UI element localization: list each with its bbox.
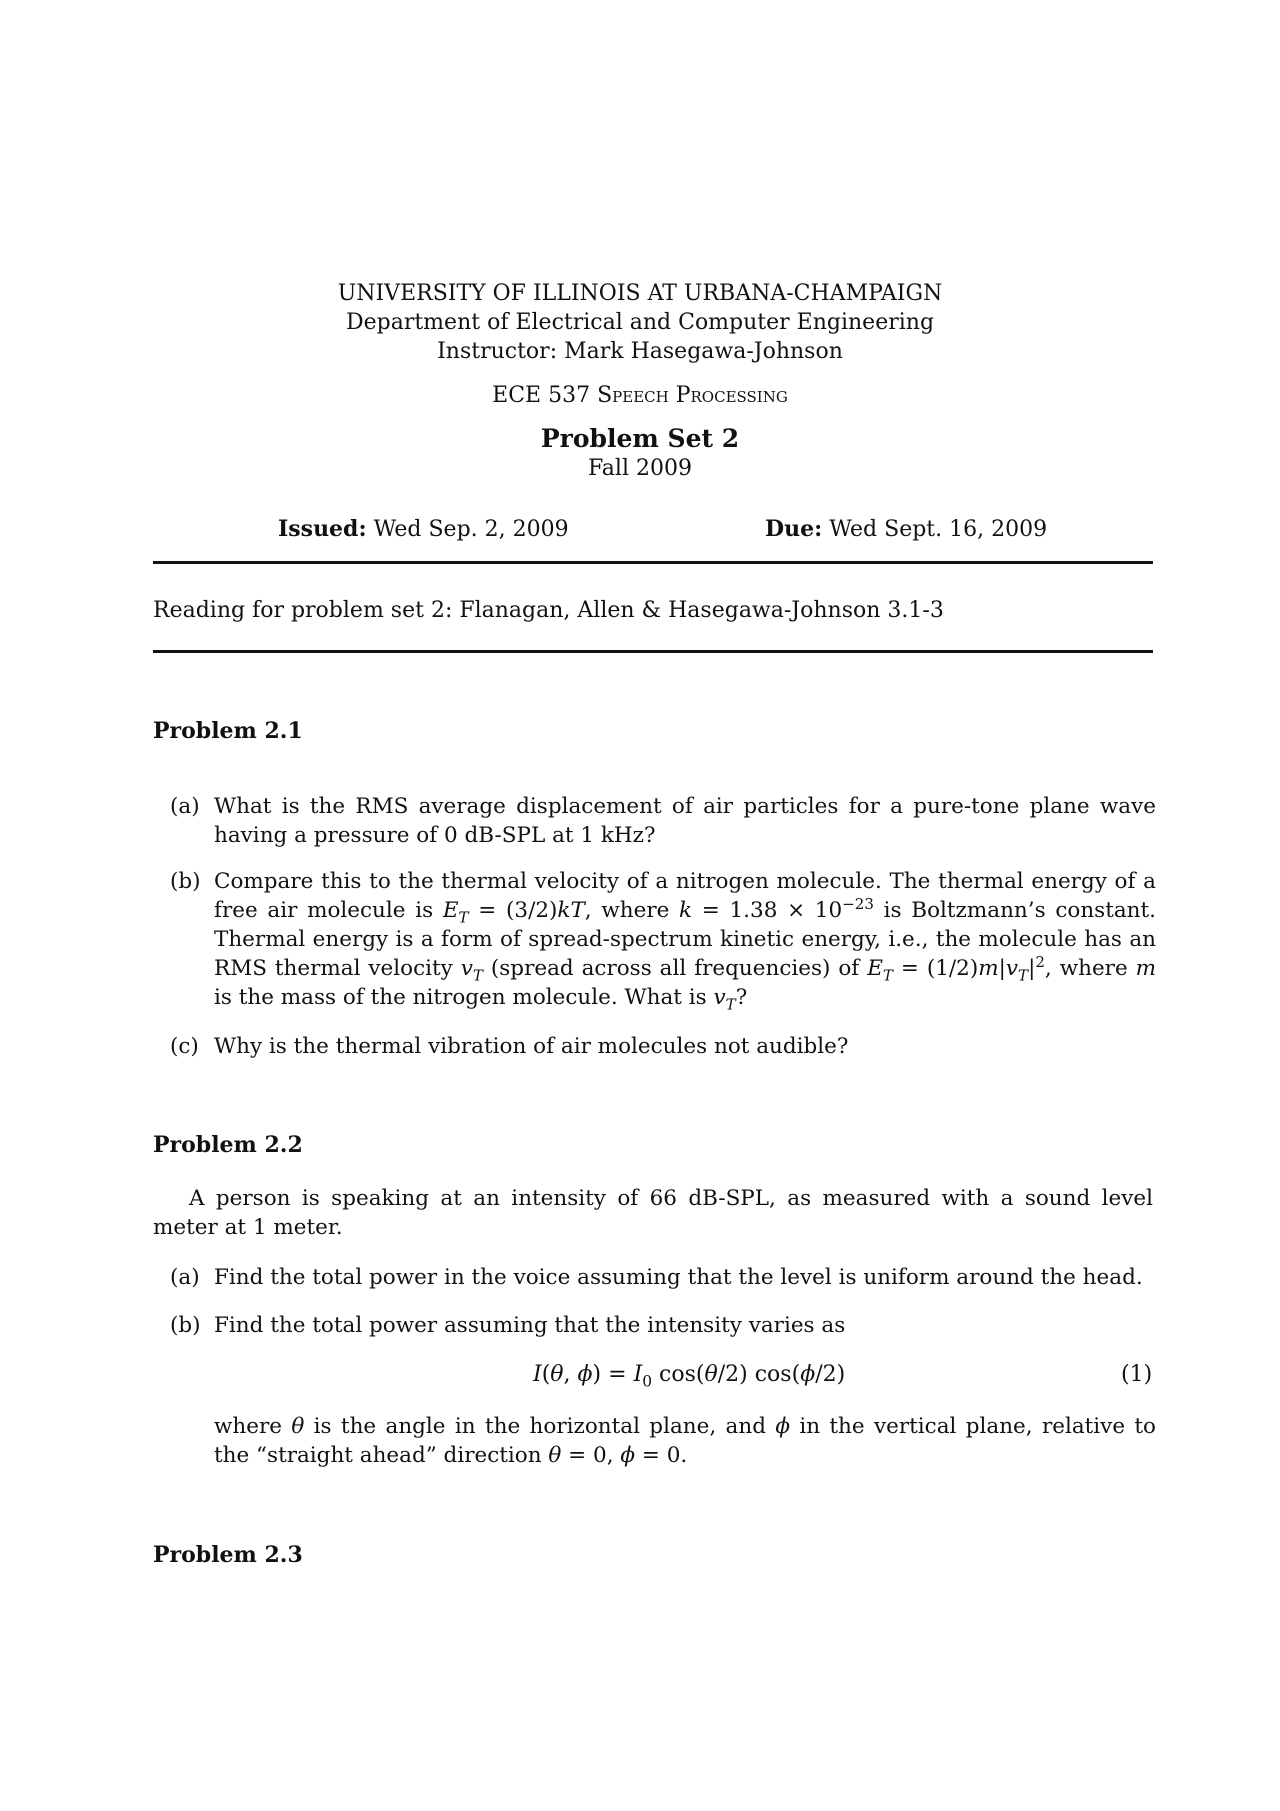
problem-2-2-heading: Problem 2.2 xyxy=(153,1132,303,1158)
issued-date xyxy=(278,515,569,544)
department: Department of Electrical and Computer Engineering xyxy=(345,310,935,335)
problem-2-3-heading: Problem 2.3 xyxy=(153,1542,303,1568)
equation-number: (1) xyxy=(1121,1362,1153,1387)
instructor: Instructor: Mark Hasegawa-Johnson xyxy=(437,339,843,364)
problem-2-2-part-b xyxy=(170,1311,1156,1340)
due-label: Due: xyxy=(765,516,823,542)
issued-value: Wed Sep. 2, 2009 xyxy=(373,517,569,542)
part-text: Find the total power in the voice assuming that the level is uniform around the head. xyxy=(214,1265,1143,1290)
part-label: (b) xyxy=(170,1313,201,1338)
part-text: Find the total power assuming that the intensity varies as xyxy=(214,1313,846,1338)
part-label: (b) xyxy=(170,869,201,894)
part-label: (a) xyxy=(170,794,200,819)
problem-set-title: Problem Set 2 xyxy=(540,424,740,453)
part-text: Why is the thermal vibration of air molecules not audible? xyxy=(214,1034,849,1059)
problem-2-2-part-a xyxy=(170,1263,1156,1292)
issued-label: Issued: xyxy=(278,516,367,542)
due-value: Wed Sept. 16, 2009 xyxy=(829,517,1048,542)
due-date xyxy=(765,515,1047,544)
problem-2-1-part-c xyxy=(170,1032,1156,1061)
equation: I(θ, $\phi) = I_0$ cos(θ/2) cos(ϕ/2) xyxy=(533,1362,846,1391)
problem-2-2-intro: A person is speaking at an intensity of 66 dB-SPL, as measured with a sound level meter at 1 meter. xyxy=(153,1186,1153,1240)
problem-2-1-part-b xyxy=(170,867,1156,1012)
part-label: (a) xyxy=(170,1265,200,1290)
part-text: Compare this to the thermal velocity of a nitrogen molecule. The thermal energy of a free air molecule is $E_T = (3/2)kT$, where $k = 1.38 \times 10^{-23}$ is Boltzmann’s constant. Thermal energy is a form of spread-spectrum kinetic energy, i.e., the molecule has an RMS thermal velocity $v_T$ (spread across all frequencies) of $E_T = (1/2)m|v_T|^2$, where m is the mass of the nitrogen molecule. What is $v_T$? xyxy=(214,869,1157,1014)
part-label: (c) xyxy=(170,1034,199,1059)
reading-assignment: Reading for problem set 2: Flanagan, Allen & Hasegawa-Johnson 3.1-3 xyxy=(153,598,944,623)
course-title: ECE 537 Speech Processing xyxy=(492,383,788,408)
problem-2-1-heading: Problem 2.1 xyxy=(153,718,303,744)
problem-2-1-part-a xyxy=(170,792,1156,850)
bottom-rule xyxy=(153,650,1153,653)
top-rule xyxy=(153,561,1153,564)
part-text: What is the RMS average displacement of air particles for a pure-tone plane wave having a pressure of 0 dB-SPL at 1 kHz? xyxy=(214,794,1156,848)
problem-2-2-where-text: where θ is the angle in the horizontal plane, and ϕ in the vertical plane, relative to the “straight ahead” direction θ = 0, ϕ = 0. xyxy=(214,1414,1156,1468)
university-name: UNIVERSITY OF ILLINOIS AT URBANA-CHAMPAIGN xyxy=(337,281,943,306)
term: Fall 2009 xyxy=(588,456,692,481)
